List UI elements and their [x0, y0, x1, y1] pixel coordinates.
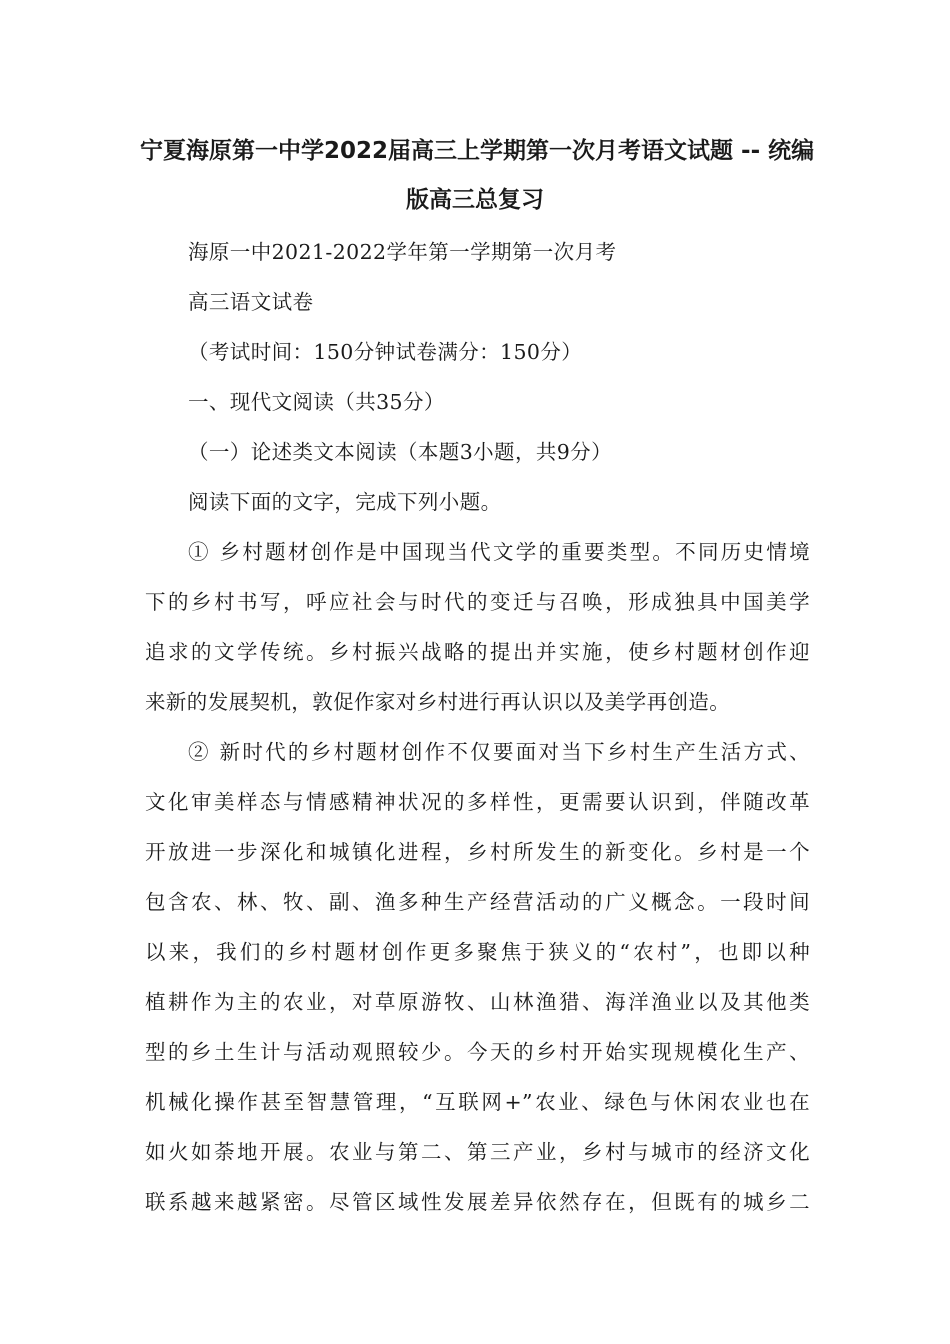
paragraph-2-line: 植耕作为主的农业，对草原游牧、山林渔猎、海洋渔业以及其他类 [145, 990, 810, 1014]
paragraph-2-line: 如火如荼地开展。农业与第二、第三产业，乡村与城市的经济文化 [145, 1140, 810, 1164]
paragraph-2-line: 文化审美样态与情感精神状况的多样性，更需要认识到，伴随改革 [145, 790, 810, 814]
paragraph-2-line: 联系越来越紧密。尽管区域性发展差异依然存在，但既有的城乡二 [145, 1190, 810, 1214]
school-exam-heading: 海原一中2021-2022学年第一学期第一次月考 [188, 240, 617, 264]
paragraph-2-line: 机械化操作甚至智慧管理，“互联网+”农业、绿色与休闲农业也在 [145, 1090, 810, 1114]
document-title-line-1: 宁夏海原第一中学2022届高三上学期第一次月考语文试题 -- 统编 [140, 138, 815, 164]
document-title-line-2: 版高三总复习 [406, 187, 544, 213]
paragraph-1-line: 下的乡村书写，呼应社会与时代的变迁与召唤，形成独具中国美学 [145, 590, 810, 614]
subsection-heading: （一）论述类文本阅读（本题3小题，共9分） [188, 440, 612, 464]
paragraph-2-line: 包含农、林、牧、副、渔多种生产经营活动的广义概念。一段时间 [145, 890, 810, 914]
reading-instruction: 阅读下面的文字，完成下列小题。 [188, 490, 502, 514]
paragraph-2-line: 以来，我们的乡村题材创作更多聚焦于狭义的“农村”，也即以种 [145, 940, 810, 964]
section-heading: 一、现代文阅读（共35分） [188, 390, 445, 414]
paragraph-2-line: 型的乡土生计与活动观照较少。今天的乡村开始实现规模化生产、 [145, 1040, 810, 1064]
exam-time-score: （考试时间：150分钟试卷满分：150分） [188, 340, 583, 364]
paragraph-1-line: ① 乡村题材创作是中国现当代文学的重要类型。不同历史情境 [188, 540, 810, 564]
paragraph-1-line: 来新的发展契机，敦促作家对乡村进行再认识以及美学再创造。 [145, 690, 731, 714]
paragraph-2-line: ② 新时代的乡村题材创作不仅要面对当下乡村生产生活方式、 [188, 740, 810, 764]
paragraph-2-line: 开放进一步深化和城镇化进程，乡村所发生的新变化。乡村是一个 [145, 840, 810, 864]
exam-paper-title: 高三语文试卷 [188, 290, 314, 314]
paragraph-1-line: 追求的文学传统。乡村振兴战略的提出并实施，使乡村题材创作迎 [145, 640, 810, 664]
